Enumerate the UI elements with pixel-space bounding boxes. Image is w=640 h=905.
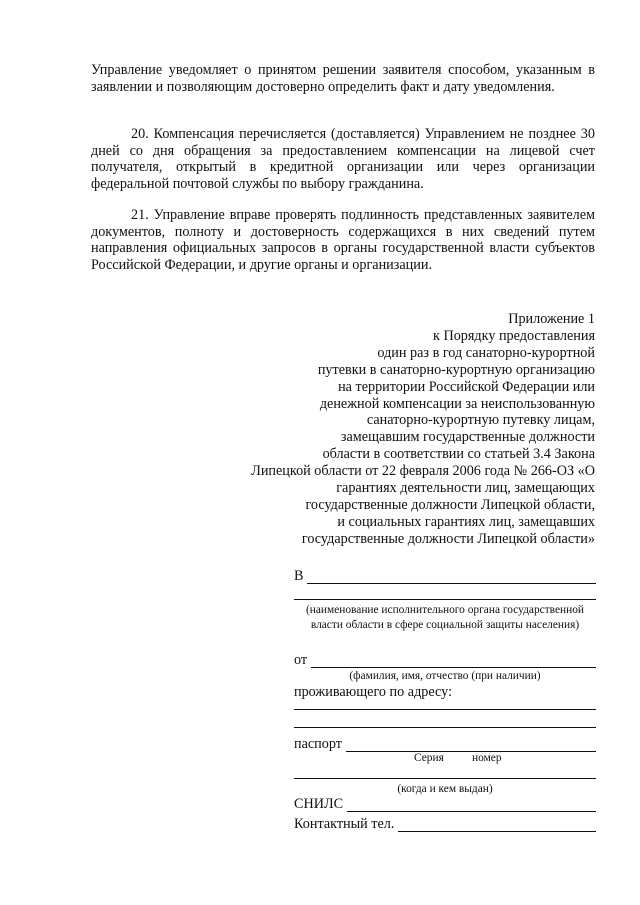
passport-row	[294, 734, 596, 752]
appendix-line: денежной компенсации за неиспользованную	[319, 395, 595, 412]
appendix-line: к Порядку предоставления	[433, 327, 595, 344]
passport-field[interactable]	[346, 737, 596, 752]
phone-field[interactable]	[398, 817, 596, 832]
snils-label: СНИЛС	[294, 796, 344, 812]
appendix-line: замещавшим государственные должности	[340, 429, 595, 446]
appendix-line: государственные должности Липецкой области,	[305, 496, 595, 513]
sender-label: от	[294, 652, 308, 668]
paragraph-21: 21. Управление вправе проверять подлинность представленных заявителем документов, полноту и достоверность содержащихся в них сведений путем направления официальных запросов в органы государственной власти субъектов Российской Федерации, и другие органы и организации.	[91, 207, 595, 273]
appendix-line: области в соответствии со статьей 3.4 Закона	[322, 446, 595, 463]
address-field-line-1[interactable]	[294, 708, 596, 710]
appendix-line: санаторно-курортную путевку лицам,	[366, 412, 595, 429]
appendix-line: государственные должности Липецкой области»	[301, 530, 595, 547]
sender-caption: (фамилия, имя, отчество (при наличии)	[349, 670, 541, 682]
appendix-line: и социальных гарантиях лиц, замещавших	[337, 513, 595, 530]
phone-label: Контактный тел.	[294, 816, 395, 832]
appendix-line: на территории Российской Федерации или	[338, 378, 595, 395]
snils-field[interactable]	[347, 797, 596, 812]
snils-row	[294, 794, 596, 812]
appendix-line: гарантиях деятельности лиц, замещающих	[336, 480, 595, 497]
address-field-line-2[interactable]	[294, 726, 596, 728]
appendix-line: путевки в санаторно-курортную организацию	[317, 361, 595, 378]
appendix-header	[200, 311, 595, 548]
passport-issued-field-line[interactable]	[294, 777, 596, 779]
phone-row	[294, 814, 596, 832]
recipient-row	[294, 566, 596, 584]
number-label: номер	[472, 752, 502, 764]
issued-caption: (когда и кем выдан)	[397, 783, 493, 795]
appendix-line: один раз в год санаторно-курортной	[377, 344, 595, 361]
series-label: Серия	[414, 752, 444, 764]
passport-label: паспорт	[294, 736, 342, 752]
appendix-line: Приложение 1	[508, 311, 595, 327]
paragraph-notification: Управление уведомляет о принятом решении заявителя способом, указанным в заявлении и позволяющим достоверно определить факт и дату уведомления.	[91, 62, 595, 95]
address-label: проживающего по адресу:	[294, 684, 453, 700]
sender-row	[294, 650, 596, 668]
recipient-caption: (наименование исполнительного органа государственной власти области в сфере социальной защиты населения)	[305, 604, 585, 631]
sender-name-field[interactable]	[311, 653, 596, 668]
paragraph-20: 20. Компенсация перечисляется (доставляется) Управлением не позднее 30 дней со дня обращения за предоставлением компенсации на лицевой счет получателя, открытый в кредитной организации или через организации федеральной почтовой службы по выбору гражданина.	[91, 126, 595, 192]
recipient-label: В	[294, 568, 304, 584]
appendix-line: Липецкой области от 22 февраля 2006 года № 266-ОЗ «О	[251, 463, 595, 480]
recipient-field-line[interactable]	[294, 598, 596, 600]
recipient-field[interactable]	[307, 569, 596, 584]
